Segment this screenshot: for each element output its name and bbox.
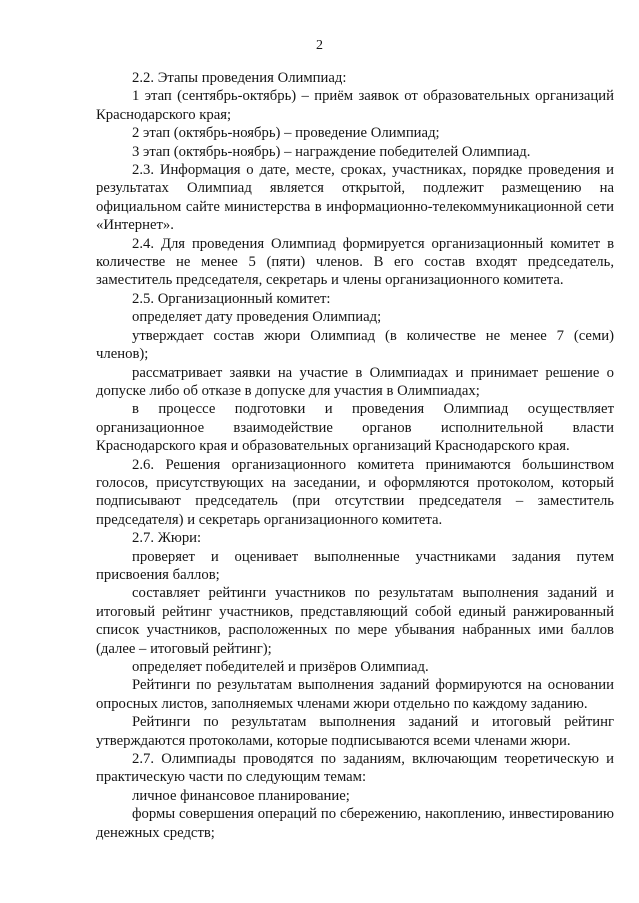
paragraph: Рейтинги по результатам выполнения заданий формируются на основании опросных листов, заполняемых членами жюри отдельно по каждому заданию. — [96, 677, 614, 712]
paragraph: 2 этап (октябрь-ноябрь) – проведение Олимпиад; — [132, 125, 440, 142]
paragraph: определяет дату проведения Олимпиад; — [132, 309, 382, 326]
paragraph: 2.4. Для проведения Олимпиад формируется организационный комитет в количестве не менее 5 (пяти) членов. В его состав входят председатель, заместитель председателя, секретарь и члены организационного комитета. — [96, 235, 614, 289]
paragraph: 2.7. Жюри: — [132, 530, 202, 547]
paragraph: составляет рейтинги участников по результатам выполнения заданий и итоговый рейтинг участников, представляющий собой единый ранжированный список участников, расположенных по мере убывания набранных ими баллов (далее – итоговый рейтинг); — [96, 585, 614, 657]
paragraph: 1 этап (сентябрь-октябрь) – приём заявок от образовательных организаций Краснодарского края; — [96, 88, 614, 123]
page-number: 2 — [316, 38, 323, 53]
paragraph: Рейтинги по результатам выполнения заданий и итоговый рейтинг утверждаются протоколами, которые подписываются всеми членами жюри. — [96, 714, 614, 749]
paragraph: 2.3. Информация о дате, месте, сроках, участниках, порядке проведения и результатах Олимпиад является открытой, подлежит размещению на официальном сайте министерства в информационно-телекоммуникационной сети «Интернет». — [96, 162, 614, 234]
paragraph: 2.7. Олимпиады проводятся по заданиям, включающим теоретическую и практическую части по следующим темам: — [96, 751, 614, 786]
paragraph: в процессе подготовки и проведения Олимпиад осуществляет организационное взаимодействие органов исполнительной власти Краснодарского края и образовательных организаций Краснодарского края. — [96, 401, 614, 455]
paragraph: 3 этап (октябрь-ноябрь) – награждение победителей Олимпиад. — [132, 143, 531, 160]
paragraph: 2.5. Организационный комитет: — [132, 290, 331, 307]
document-body — [96, 69, 614, 842]
paragraph: личное финансовое планирование; — [132, 787, 350, 804]
paragraph: проверяет и оценивает выполненные участниками задания путем присвоения баллов; — [96, 548, 614, 583]
paragraph: 2.6. Решения организационного комитета принимаются большинством голосов, присутствующих на заседании, и оформляются протоколом, который подписывают председатель (при отсутствии председателя – заместитель председателя) и секретарь организационного комитета. — [96, 456, 614, 528]
paragraph: 2.2. Этапы проведения Олимпиад: — [132, 70, 347, 86]
paragraph: рассматривает заявки на участие в Олимпиадах и принимает решение о допуске либо об отказе в допуске для участия в Олимпиадах; — [96, 364, 614, 399]
paragraph: утверждает состав жюри Олимпиад (в количестве не менее 7 (семи) членов); — [96, 327, 614, 363]
paragraph: определяет победителей и призёров Олимпиад. — [132, 659, 429, 675]
paragraph: формы совершения операций по сбережению, накоплению, инвестированию денежных средств; — [96, 806, 614, 841]
